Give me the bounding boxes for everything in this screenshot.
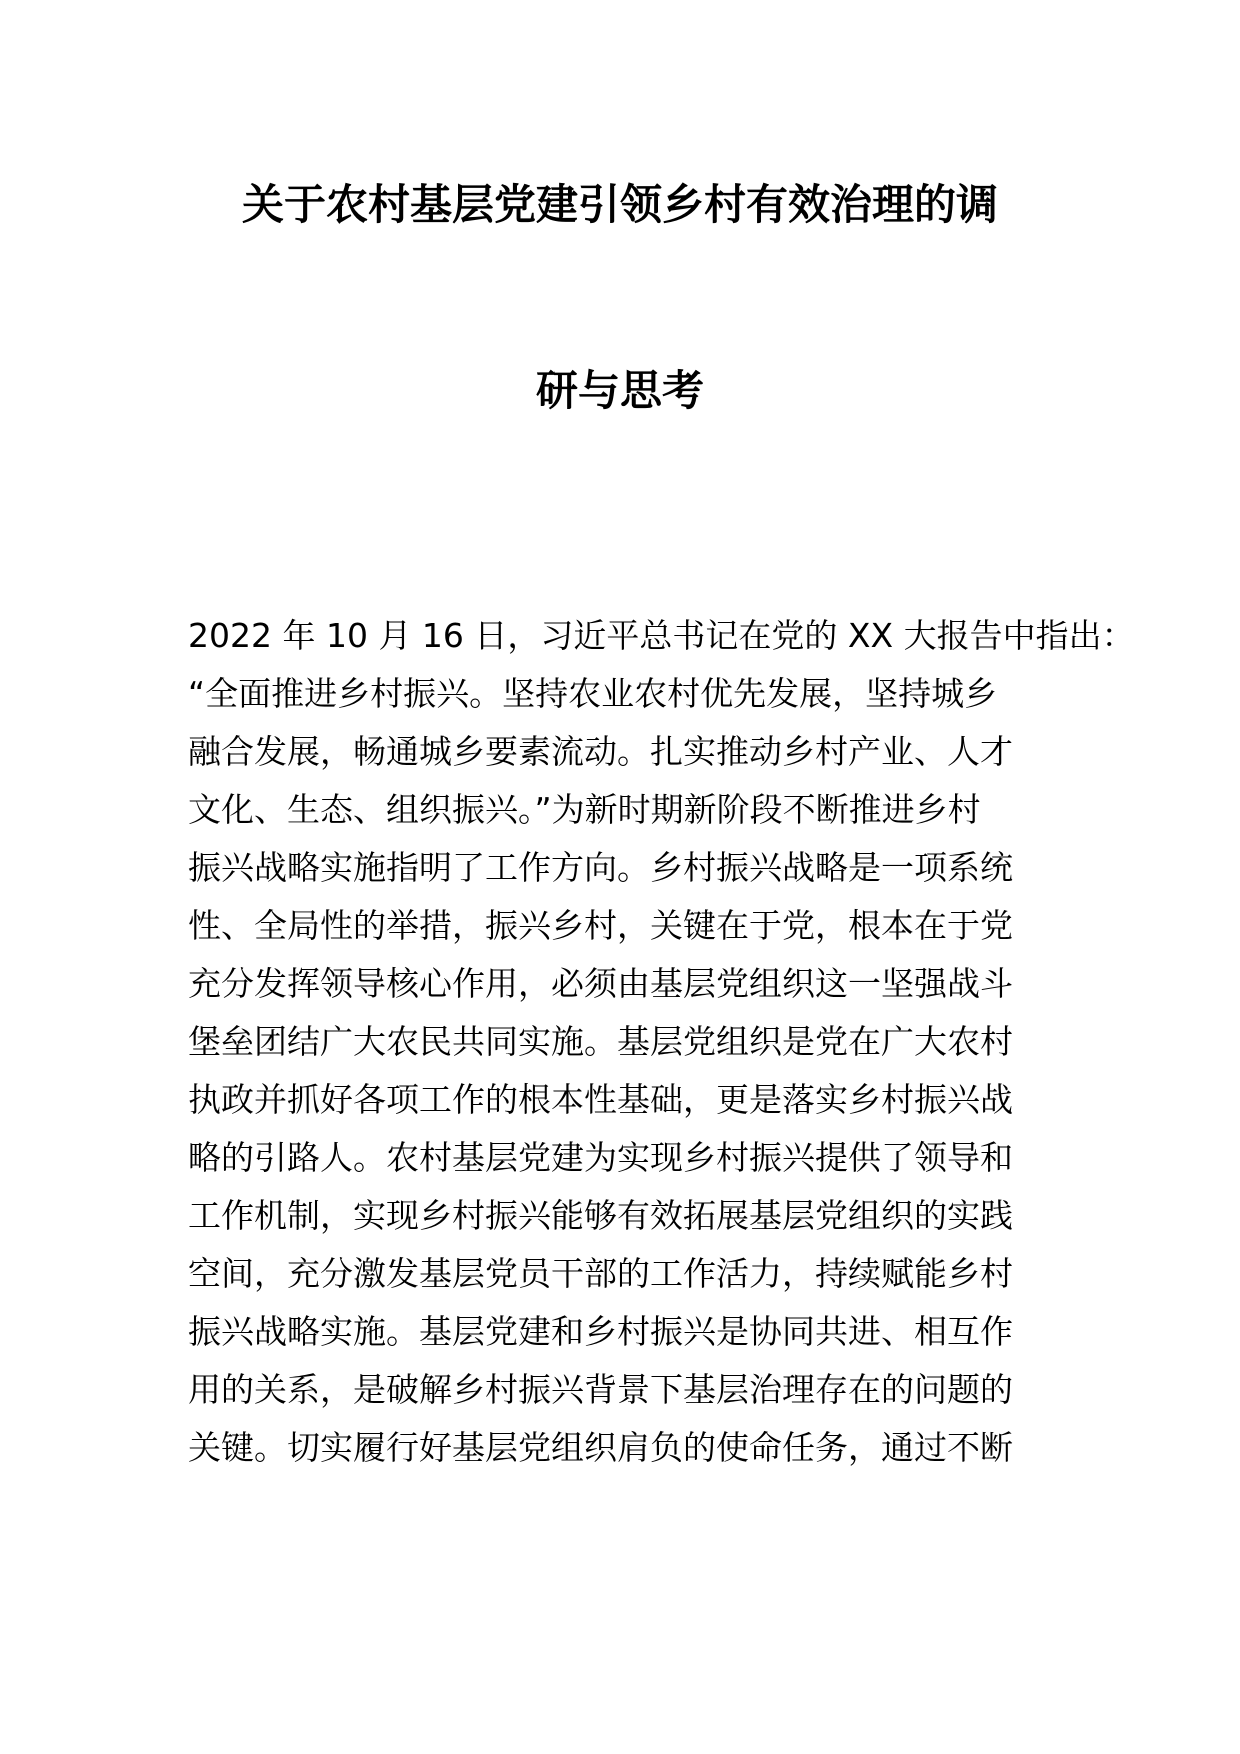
body-line: 充分发挥领导核心作用，必须由基层党组织这一坚强战斗 bbox=[188, 964, 1013, 1003]
body-line: 振兴战略实施指明了工作方向。乡村振兴战略是一项系统 bbox=[188, 848, 1013, 887]
body-line: 空间，充分激发基层党员干部的工作活力，持续赋能乡村 bbox=[188, 1254, 1013, 1293]
body-line: 用的关系，是破解乡村振兴背景下基层治理存在的问题的 bbox=[188, 1370, 1013, 1409]
body-line: 略的引路人。农村基层党建为实现乡村振兴提供了领导和 bbox=[188, 1138, 1013, 1177]
body-line: 关键。切实履行好基层党组织肩负的使命任务，通过不断 bbox=[188, 1428, 1013, 1467]
body-line: “全面推进乡村振兴。坚持农业农村优先发展，坚持城乡 bbox=[188, 674, 998, 713]
body-line: 堡垒团结广大农民共同实施。基层党组织是党在广大农村 bbox=[188, 1022, 1013, 1061]
title-line-2: 研与思考 bbox=[535, 366, 704, 415]
body-line: 性、全局性的举措，振兴乡村，关键在于党，根本在于党 bbox=[188, 906, 1013, 945]
body-line: 工作机制，实现乡村振兴能够有效拓展基层党组织的实践 bbox=[188, 1196, 1013, 1235]
body-line: 文化、生态、组织振兴。”为新时期新阶段不断推进乡村 bbox=[188, 790, 981, 829]
body-line: 执政并抓好各项工作的根本性基础，更是落实乡村振兴战 bbox=[188, 1080, 1013, 1119]
title-line-1: 关于农村基层党建引领乡村有效治理的调 bbox=[241, 180, 998, 229]
body-line: 振兴战略实施。基层党建和乡村振兴是协同共进、相互作 bbox=[188, 1312, 1013, 1351]
body-line: 2022 年 10 月 16 日，习近平总书记在党的 XX 大报告中指出： bbox=[188, 616, 1135, 655]
body-line: 融合发展，畅通城乡要素流动。扎实推动乡村产业、人才 bbox=[188, 732, 1013, 771]
